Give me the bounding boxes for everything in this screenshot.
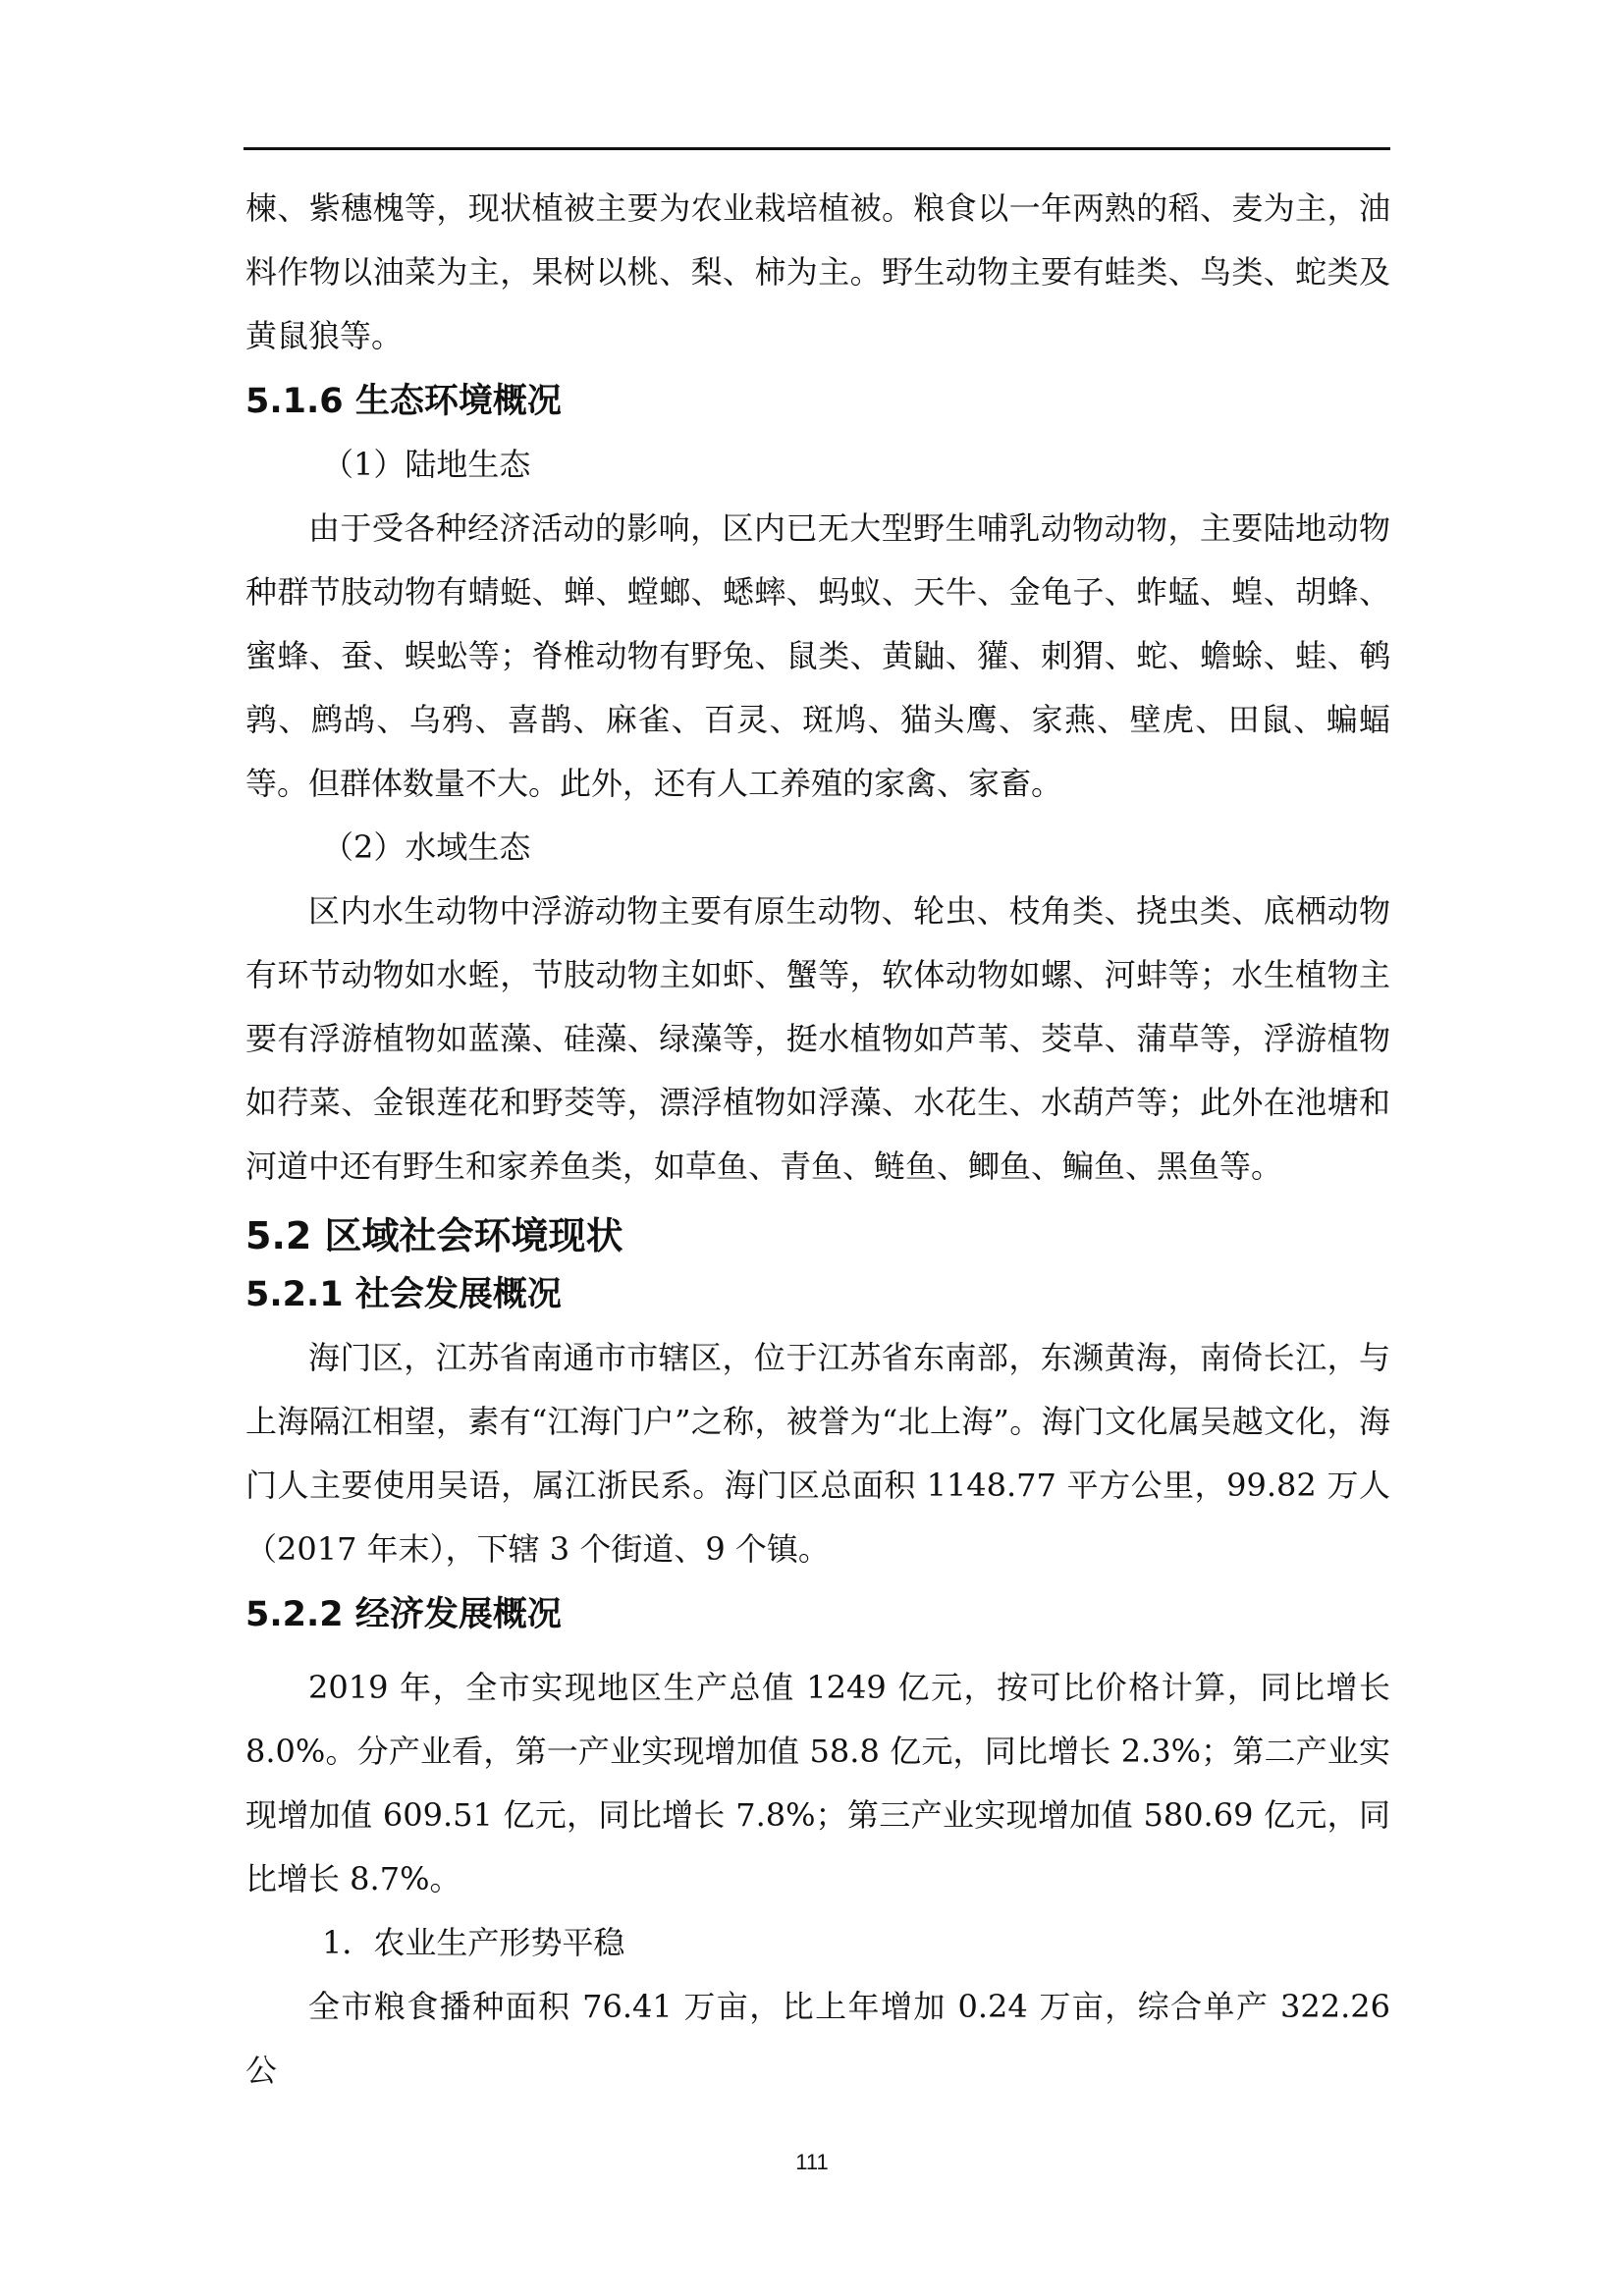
subheading-water-ecology: （2）水域生态 [322, 828, 531, 866]
paragraph: 区内水生动物中浮游动物主要有原生动物、轮虫、枝角类、挠虫类、底栖动物有环节动物如水蛭，节肢动物主如虾、蟹等，软体动物如螺、河蚌等；水生植物主要有浮游植物如蓝藻、硅藻、绿藻等，挺水植物如芦苇、茭草、蒲草等，浮游植物如荇菜、金银莲花和野茭等，漂浮植物如浮藻、水花生、水葫芦等；此外在池塘和河道中还有野生和家养鱼类，如草鱼、青鱼、鲢鱼、鲫鱼、鳊鱼、黑鱼等。 [245, 892, 1390, 1185]
page-body [245, 177, 1390, 2103]
paragraph: 由于受各种经济活动的影响，区内已无大型野生哺乳动物动物，主要陆地动物种群节肢动物有蜻蜓、蝉、螳螂、蟋蟀、蚂蚁、天牛、金龟子、蚱蜢、蝗、胡蜂、蜜蜂、蚕、蜈蚣等；脊椎动物有野兔、鼠类、黄鼬、獾、刺猬、蛇、蟾蜍、蛙、鹌鹑、鹧鸪、乌鸦、喜鹊、麻雀、百灵、斑鸠、猫头鹰、家燕、壁虎、田鼠、蝙蝠等。但群体数量不大。此外，还有人工养殖的家禽、家畜。 [245, 509, 1390, 802]
paragraph: 全市粮食播种面积 76.41 万亩，比上年增加 0.24 万亩，综合单产 322.26 公 [245, 1988, 1390, 2089]
section-heading-5-1-6: 5.1.6 生态环境概况 [245, 382, 562, 421]
subheading-land-ecology: （1）陆地生态 [322, 446, 531, 483]
section-heading-5-2-2: 5.2.2 经济发展概况 [245, 1595, 562, 1634]
subheading-agriculture: 1．农业生产形势平稳 [322, 1924, 625, 1961]
page-number: 111 [795, 2150, 829, 2174]
paragraph: 楝、紫穗槐等，现状植被主要为农业栽培植被。粮食以一年两熟的稻、麦为主，油料作物以油菜为主，果树以桃、梨、柿为主。野生动物主要有蛙类、鸟类、蛇类及黄鼠狼等。 [245, 189, 1390, 354]
section-heading-5-2: 5.2 区域社会环境现状 [245, 1214, 623, 1257]
paragraph: 海门区，江苏省南通市市辖区，位于江苏省东南部，东濒黄海，南倚长江，与上海隔江相望，素有“江海门户”之称，被誉为“北上海”。海门文化属吴越文化，海门人主要使用吴语，属江浙民系。海门区总面积 1148.77 平方公里，99.82 万人（2017 年末），下辖 3 个街道、9 个镇。 [245, 1339, 1390, 1568]
section-heading-5-2-1: 5.2.1 社会发展概况 [245, 1275, 562, 1314]
header-rule [244, 147, 1390, 150]
paragraph: 2019 年，全市实现地区生产总值 1249 亿元，按可比价格计算，同比增长 8.0%。分产业看，第一产业实现增加值 58.8 亿元，同比增长 2.3%；第二产业实现增加值 609.51 亿元，同比增长 7.8%；第三产业实现增加值 580.69 亿元，同比增长 8.7%。 [245, 1669, 1390, 1897]
